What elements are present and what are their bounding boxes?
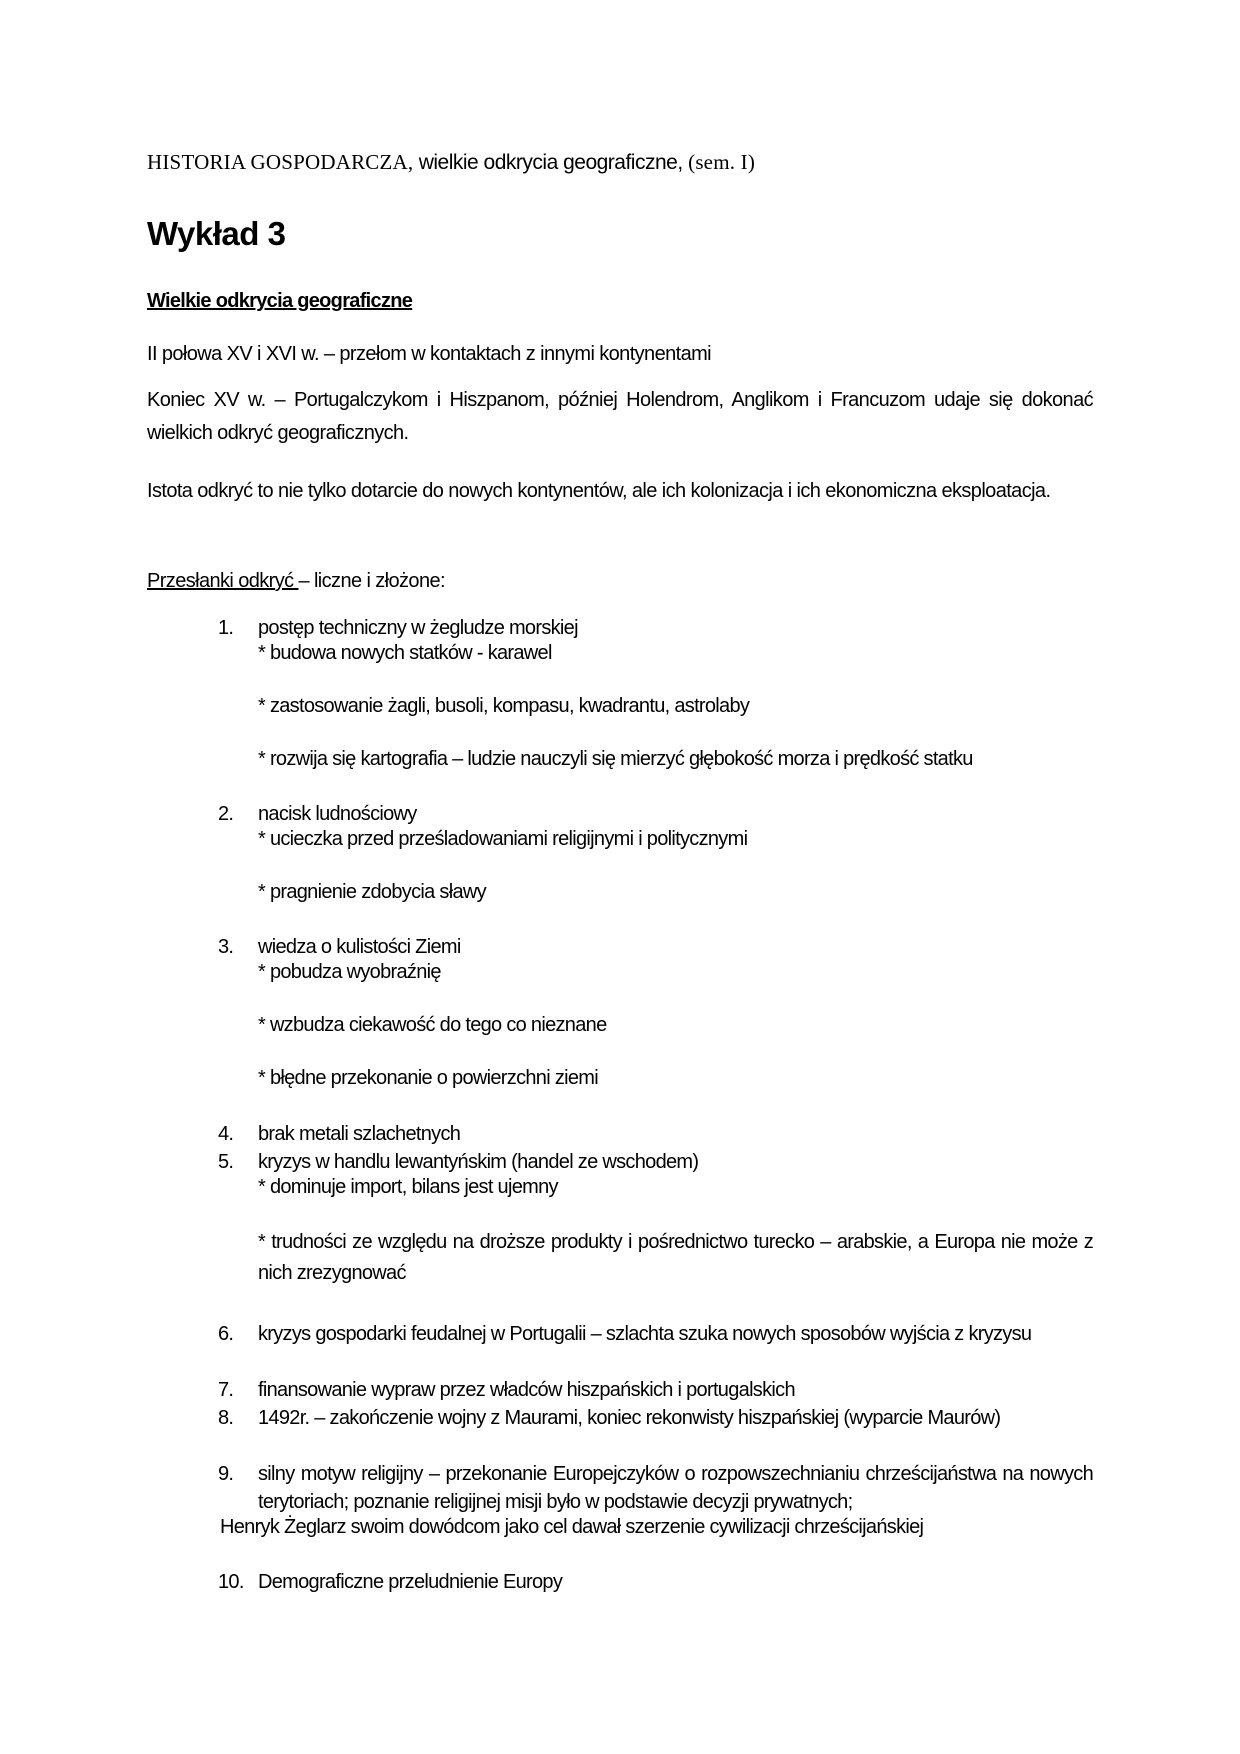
list-text: 1492r. – zakończenie wojny z Maurami, koniec rekonwisty hiszpańskiej (wyparcie Maurów) [258, 1407, 1001, 1429]
paragraph-2: Koniec XV w. – Portugalczykom i Hiszpanom, później Holendrom, Anglikom i Francuzom udaje się dokonać wielkich odkryć geograficznych. [147, 389, 1093, 444]
sub-point: * ucieczka przed prześladowaniami religijnymi i politycznymi [258, 828, 748, 850]
list-text: finansowanie wypraw przez władców hiszpańskich i portugalskich [258, 1379, 795, 1401]
list-text: postęp techniczny w żegludze morskiej [258, 617, 578, 639]
page-title: Wykład 3 [147, 215, 286, 252]
sub-point: * rozwija się kartografia – ludzie nauczyli się mierzyć głębokość morza i prędkość statku [258, 748, 973, 770]
list-number: 1. [218, 617, 234, 639]
list-text: kryzys gospodarki feudalnej w Portugalii – szlachta szuka nowych sposobów wyjścia z kryzysu [258, 1323, 1032, 1345]
sub-point: * zastosowanie żagli, busoli, kompasu, kwadrantu, astrolaby [258, 695, 750, 717]
sub-point: * pragnienie zdobycia sławy [258, 881, 486, 903]
list-number: 2. [218, 803, 234, 825]
paragraph-3: Istota odkryć to nie tylko dotarcie do nowych kontynentów, ale ich kolonizacja i ich ekonomiczna eksploatacja. [147, 480, 1051, 502]
sub-point: * trudności ze względu na droższe produkty i pośrednictwo turecko – arabskie, a Europa nie może z nich zrezygnować [258, 1231, 1093, 1284]
list-item-9 [220, 1460, 1093, 1516]
premises-label: Przesłanki odkryć [147, 570, 299, 592]
list-item-4 [220, 1120, 1093, 1148]
list-item-9-continuation: Henryk Żeglarz swoim dowódcom jako cel dawał szerzenie cywilizacji chrześcijańskiej [220, 1516, 924, 1538]
document-header [147, 150, 755, 175]
list-number: 7. [218, 1379, 234, 1401]
list-number: 3. [218, 936, 234, 958]
list-text: wiedza o kulistości Ziemi [258, 936, 461, 958]
list-item-7 [220, 1376, 1093, 1404]
list-number: 4. [218, 1123, 234, 1145]
list-number: 5. [218, 1151, 234, 1173]
premises-suffix: – liczne i złożone: [298, 570, 445, 592]
section-heading: Wielkie odkrycia geograficzne [147, 290, 413, 312]
list-number: 6. [218, 1323, 234, 1345]
list-number: 8. [218, 1407, 234, 1429]
sub-point: * dominuje import, bilans jest ujemny [258, 1176, 558, 1198]
list-item-5 [220, 1148, 1093, 1176]
sub-point: * wzbudza ciekawość do tego co nieznane [258, 1014, 607, 1036]
lecture-topic: wielkie odkrycia geograficzne, [413, 151, 683, 174]
list-text: nacisk ludnościowy [258, 803, 417, 825]
premises-heading [147, 565, 1093, 598]
paragraph-1: II połowa XV i XVI w. – przełom w kontaktach z innymi kontynentami [147, 343, 712, 365]
list-text: brak metali szlachetnych [258, 1123, 461, 1145]
semester-label: (sem. I) [682, 150, 756, 174]
list-item-8 [220, 1404, 1093, 1432]
list-number: 9. [218, 1463, 234, 1485]
list-item-2 [220, 800, 1093, 828]
sub-point: * błędne przekonanie o powierzchni ziemi [258, 1067, 598, 1089]
sub-point: * budowa nowych statków - karawel [258, 642, 552, 664]
list-item-10 [220, 1568, 1093, 1596]
list-text: kryzys w handlu lewantyńskim (handel ze wschodem) [258, 1151, 699, 1173]
list-text: silny motyw religijny – przekonanie Europejczyków o rozpowszechnianiu chrześcijaństwa na nowych terytoriach; poznanie religijnej misji było w podstawie decyzji prywatnych; [258, 1463, 1093, 1513]
course-name: HISTORIA GOSPODARCZA, [147, 150, 414, 174]
list-item-1 [220, 614, 1093, 642]
list-text: Demograficzne przeludnienie Europy [258, 1571, 563, 1593]
sub-point: * pobudza wyobraźnię [258, 961, 441, 983]
list-number: 10. [218, 1571, 244, 1593]
list-item-3 [220, 933, 1093, 961]
list-item-6 [220, 1320, 1093, 1348]
